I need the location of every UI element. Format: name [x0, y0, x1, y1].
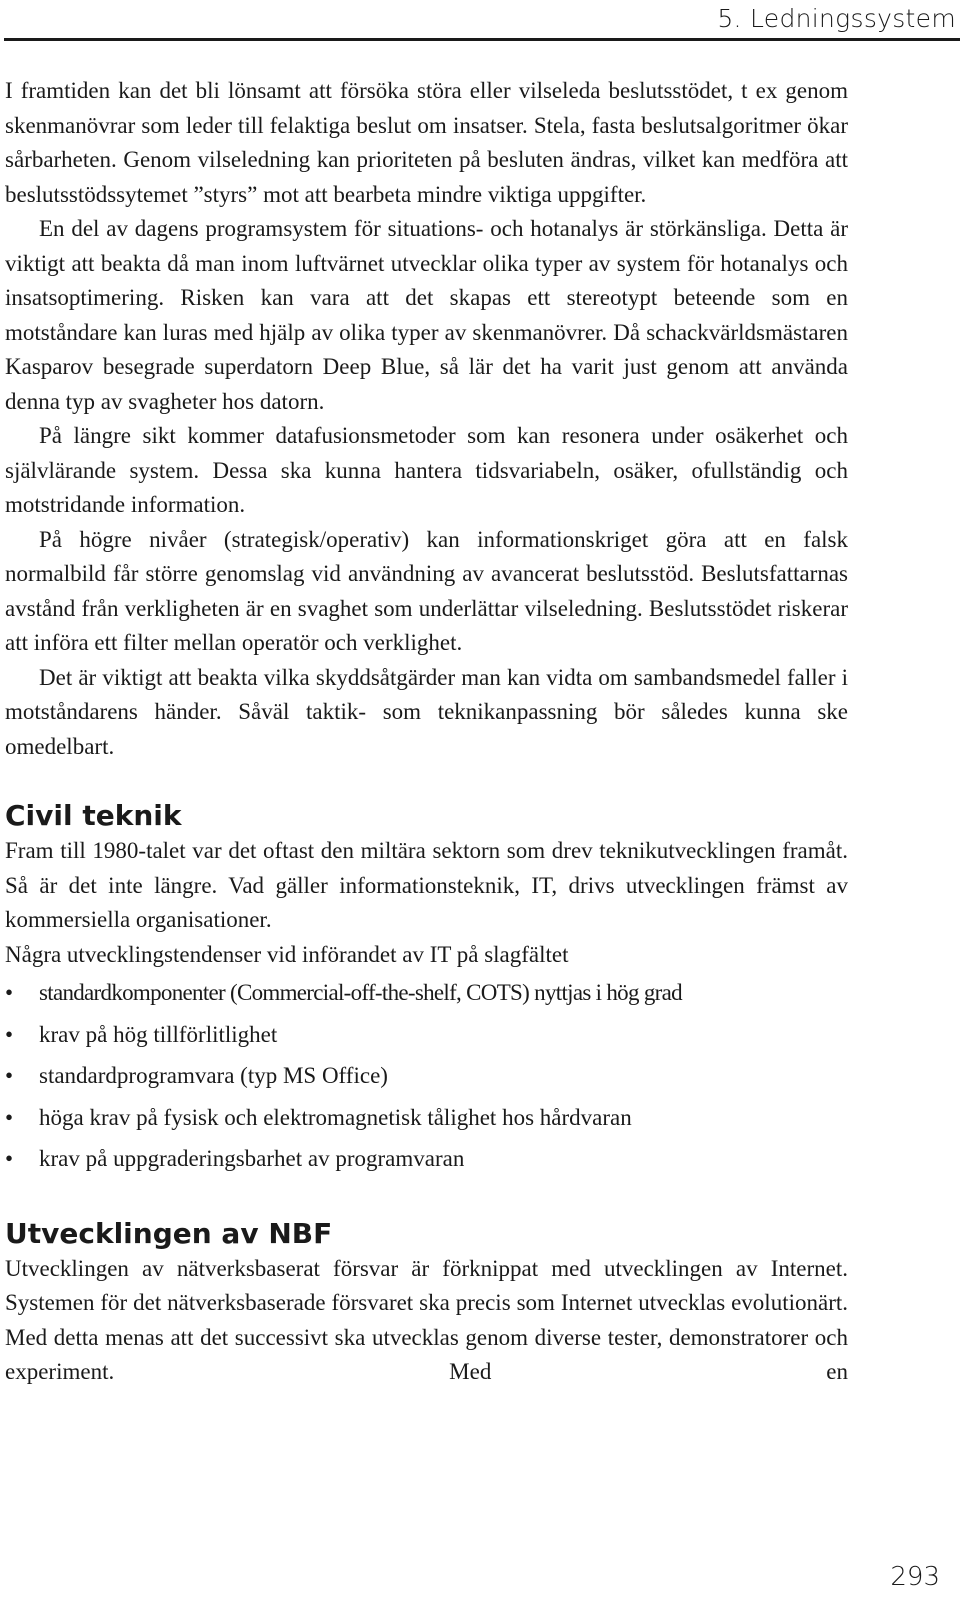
bullet-icon: • [5, 1063, 14, 1088]
list-item [5, 1014, 848, 1056]
running-header-chapter: 5. Ledningssystem [717, 4, 956, 33]
paragraph-intro-5: Det är viktigt att beakta vilka skyddsåtgärder man kan vidta om sambandsmedel faller i motståndarens händer. Såväl taktik- som teknikanpassning bör således kunna ske omedelbart. [5, 664, 848, 759]
list-item [5, 1138, 848, 1180]
bullet-icon: • [5, 1146, 14, 1171]
list-item-text: krav på hög tillförlitlighet [39, 1021, 278, 1047]
list-item [5, 1097, 848, 1139]
bullet-icon: • [5, 980, 13, 1005]
list-lead-text: Några utvecklingstendenser vid införandet av IT på slagfältet [5, 941, 569, 967]
bullet-list [5, 972, 848, 1180]
section-heading-utvecklingen-av-nbf: Utvecklingen av NBF [5, 1216, 333, 1250]
list-item [5, 1055, 848, 1097]
section-heading-civil-teknik: Civil teknik [5, 799, 182, 832]
paragraph-intro-4: På högre nivåer (strategisk/operativ) kan informationskriget göra att en falsk normalbild får större genomslag vid användning av avancerat beslutsstöd. Beslutsfattarnas avstånd från verkligheten är en svaghet som underlättar vilseledning. Beslutsstödet riskerar att införa ett filter mellan operatör och verklighet. [5, 526, 848, 655]
list-item [5, 972, 848, 1014]
list-item-text: höga krav på fysisk och elektromagnetisk tålighet hos hårdvaran [39, 1104, 632, 1130]
paragraph-civil-teknik: Fram till 1980-talet var det oftast den miltära sektorn som drev teknikutvecklingen framåt. Så är det inte längre. Vad gäller informationsteknik, IT, drivs utvecklingen främst av kommersiella organisationer. [5, 838, 848, 932]
bullet-icon: • [5, 1104, 14, 1130]
list-item-text: standardkomponenter (Commercial-off-the-shelf, COTS) nyttjas i hög grad [39, 980, 682, 1005]
list-item-text: krav på uppgraderingsbarhet av programvaran [39, 1146, 465, 1171]
paragraph-intro-3: På längre sikt kommer datafusionsmetoder som kan resonera under osäkerhet och självlärande system. Dessa ska kunna hantera tidsvariabeln, osäker, ofullständig och motstridande information. [5, 423, 848, 517]
list-item-text: standardprogramvara (typ MS Office) [39, 1063, 388, 1088]
paragraph-intro-2: En del av dagens programsystem för situations- och hotanalys är störkänsliga. Detta är viktigt att beakta då man inom luftvärnet utvecklar olika typer av system för hotanalys och insatsoptimering. Risken kan vara att det skapas ett stereotypt beteende som en motståndare kan luras med hjälp av olika typer av skenmanövrer. Då schackvärldsmästaren Kasparov besegrade superdatorn Deep Blue, så lär det ha varit just genom att använda denna typ av svagheter hos datorn. [5, 216, 848, 414]
paragraph-intro-1: I framtiden kan det bli lönsamt att försöka störa eller vilseleda beslutsstödet, t ex genom skenmanövrar som leder till felaktiga beslut om insatser. Stela, fasta beslutsalgoritmer ökar sårbarheten. Genom vilseledning kan prioriteten på besluten ändras, vilket kan medföra att beslutsstödssytemet ”styrs” mot att bearbeta mindre viktiga uppgifter. [5, 78, 848, 207]
bullet-icon: • [5, 1021, 14, 1047]
header-rule [4, 38, 960, 41]
page-number: 293 [890, 1562, 940, 1592]
page-body [5, 74, 848, 1390]
paragraph-nbf: Utvecklingen av nätverksbaserat försvar är förknippat med utvecklingen av Internet. Systemen för det nätverksbaserade försvaret ska precis som Internet utvecklas evolutionärt. Med detta menas att det successivt ska utvecklas genom diverse tester, demonstratorer och experiment. Med en [5, 1255, 848, 1384]
